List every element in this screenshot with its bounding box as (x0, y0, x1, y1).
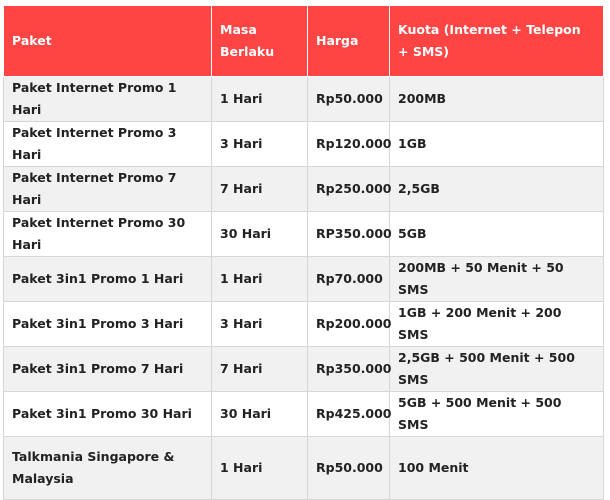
table-body (4, 77, 604, 500)
cell-harga: RP350.000 (308, 212, 390, 257)
cell-masa-berlaku: 1 Hari (212, 437, 308, 500)
cell-paket: Paket 3in1 Promo 1 Hari (4, 257, 212, 302)
header-paket: Paket (4, 6, 212, 77)
cell-harga: Rp50.000 (308, 77, 390, 122)
cell-masa-berlaku: 7 Hari (212, 167, 308, 212)
cell-masa-berlaku: 1 Hari (212, 77, 308, 122)
table-row (4, 257, 604, 302)
table-row (4, 302, 604, 347)
package-table-container (3, 5, 603, 500)
cell-masa-berlaku: 30 Hari (212, 212, 308, 257)
cell-paket: Paket Internet Promo 3 Hari (4, 122, 212, 167)
table-row (4, 167, 604, 212)
cell-harga: Rp250.000 (308, 167, 390, 212)
table-header (4, 6, 604, 77)
cell-paket: Paket Internet Promo 30 Hari (4, 212, 212, 257)
cell-kuota: 100 Menit (390, 437, 604, 500)
cell-kuota: 1GB (390, 122, 604, 167)
header-masa-berlaku: Masa Berlaku (212, 6, 308, 77)
cell-masa-berlaku: 30 Hari (212, 392, 308, 437)
cell-kuota: 2,5GB (390, 167, 604, 212)
cell-kuota: 200MB + 50 Menit + 50 SMS (390, 257, 604, 302)
cell-masa-berlaku: 1 Hari (212, 257, 308, 302)
cell-harga: Rp120.000 (308, 122, 390, 167)
header-row (4, 6, 604, 77)
cell-kuota: 200MB (390, 77, 604, 122)
header-harga: Harga (308, 6, 390, 77)
cell-harga: Rp70.000 (308, 257, 390, 302)
table-row (4, 77, 604, 122)
cell-paket: Talkmania Singapore & Malaysia (4, 437, 212, 500)
cell-kuota: 5GB + 500 Menit + 500 SMS (390, 392, 604, 437)
cell-harga: Rp350.000 (308, 347, 390, 392)
cell-kuota: 2,5GB + 500 Menit + 500 SMS (390, 347, 604, 392)
cell-paket: Paket 3in1 Promo 3 Hari (4, 302, 212, 347)
cell-masa-berlaku: 3 Hari (212, 302, 308, 347)
cell-kuota: 5GB (390, 212, 604, 257)
cell-harga: Rp200.000 (308, 302, 390, 347)
cell-masa-berlaku: 3 Hari (212, 122, 308, 167)
table-row (4, 212, 604, 257)
table-row (4, 392, 604, 437)
cell-paket: Paket 3in1 Promo 7 Hari (4, 347, 212, 392)
cell-harga: Rp50.000 (308, 437, 390, 500)
cell-paket: Paket 3in1 Promo 30 Hari (4, 392, 212, 437)
cell-masa-berlaku: 7 Hari (212, 347, 308, 392)
header-kuota: Kuota (Internet + Telepon + SMS) (390, 6, 604, 77)
cell-harga: Rp425.000 (308, 392, 390, 437)
table-row (4, 122, 604, 167)
table-row (4, 347, 604, 392)
cell-paket: Paket Internet Promo 1 Hari (4, 77, 212, 122)
table-row (4, 437, 604, 500)
cell-paket: Paket Internet Promo 7 Hari (4, 167, 212, 212)
package-table (3, 5, 604, 500)
cell-kuota: 1GB + 200 Menit + 200 SMS (390, 302, 604, 347)
